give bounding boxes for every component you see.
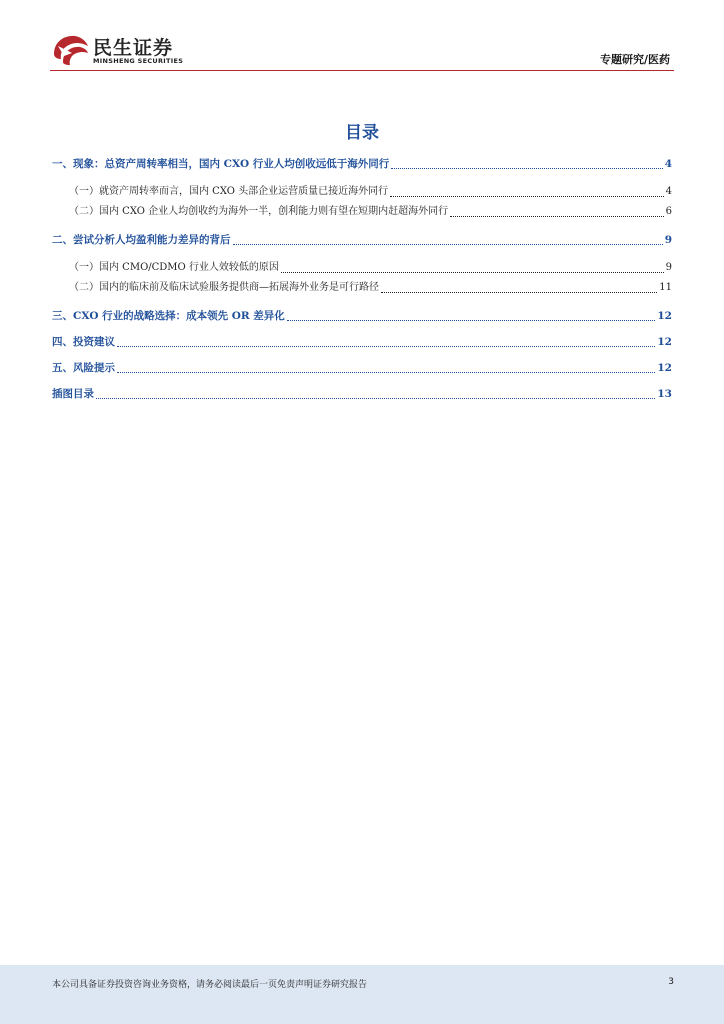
toc-entry-page: 6: [665, 206, 672, 217]
brand-name-en: MINSHENG SECURITIES: [93, 57, 184, 65]
minsheng-logo-icon: [50, 32, 90, 68]
toc-entry-label: 五、风险提示: [52, 362, 115, 374]
toc-dot-leader: [450, 216, 663, 217]
toc-dot-leader: [117, 372, 655, 373]
toc-dot-leader: [117, 346, 655, 347]
toc-dot-leader: [287, 320, 656, 321]
toc-entry-label: 四、投资建议: [52, 336, 115, 348]
toc-entry[interactable]: [52, 384, 672, 404]
toc-entry-label: （二）国内 CXO 企业人均创收约为海外一半，创利能力则有望在短期内赶超海外同行: [69, 206, 449, 217]
toc-entry-label: （一）国内 CMO/CDMO 行业人效较低的原因: [69, 262, 279, 273]
toc-subentry[interactable]: [52, 278, 672, 298]
toc-entry-page: 12: [657, 310, 672, 322]
toc-entry-page: 12: [657, 362, 672, 374]
brand-name-cn: 民生证券: [93, 37, 174, 59]
toc-entry-page: 4: [665, 186, 672, 197]
toc-subentry[interactable]: [52, 202, 672, 222]
toc-dot-leader: [390, 196, 663, 197]
toc-entry-page: 13: [657, 388, 672, 400]
table-of-contents: [52, 154, 672, 404]
toc-entry[interactable]: [52, 230, 672, 250]
toc-entry[interactable]: [52, 332, 672, 352]
toc-entry-page: 9: [664, 234, 672, 246]
toc-dot-leader: [381, 292, 657, 293]
toc-entry[interactable]: [52, 358, 672, 378]
toc-entry[interactable]: [52, 154, 672, 174]
toc-entry-page: 9: [665, 262, 672, 273]
toc-entry-label: 插图目录: [52, 388, 94, 400]
toc-entry-page: 12: [657, 336, 672, 348]
report-section-label: 专题研究/医药: [599, 53, 670, 66]
toc-dot-leader: [391, 168, 662, 169]
page-header: [0, 0, 724, 80]
toc-entry-label: 二、尝试分析人均盈利能力差异的背后: [52, 234, 231, 246]
header-divider: [50, 70, 674, 71]
page-number: 3: [668, 977, 674, 987]
toc-entry-label: （二）国内的临床前及临床试验服务提供商—拓展海外业务是可行路径: [69, 282, 379, 293]
toc-entry-page: 4: [664, 158, 672, 170]
toc-entry-page: 11: [659, 282, 672, 293]
toc-entry-label: （一）就资产周转率而言，国内 CXO 头部企业运营质量已接近海外同行: [69, 186, 389, 197]
toc-entry-label: 三、CXO 行业的战略选择：成本领先 OR 差异化: [52, 310, 285, 322]
toc-title: 目录: [345, 123, 379, 143]
toc-dot-leader: [96, 398, 655, 399]
toc-dot-leader: [233, 244, 663, 245]
page-footer: [0, 965, 724, 1024]
toc-subentry[interactable]: [52, 182, 672, 202]
toc-entry-label: 一、现象：总资产周转率相当，国内 CXO 行业人均创收远低于海外同行: [52, 158, 390, 170]
footer-disclaimer: 本公司具备证券投资咨询业务资格，请务必阅读最后一页免责声明证券研究报告: [52, 980, 368, 990]
toc-dot-leader: [281, 272, 664, 273]
toc-subentry[interactable]: [52, 258, 672, 278]
toc-entry[interactable]: [52, 306, 672, 326]
